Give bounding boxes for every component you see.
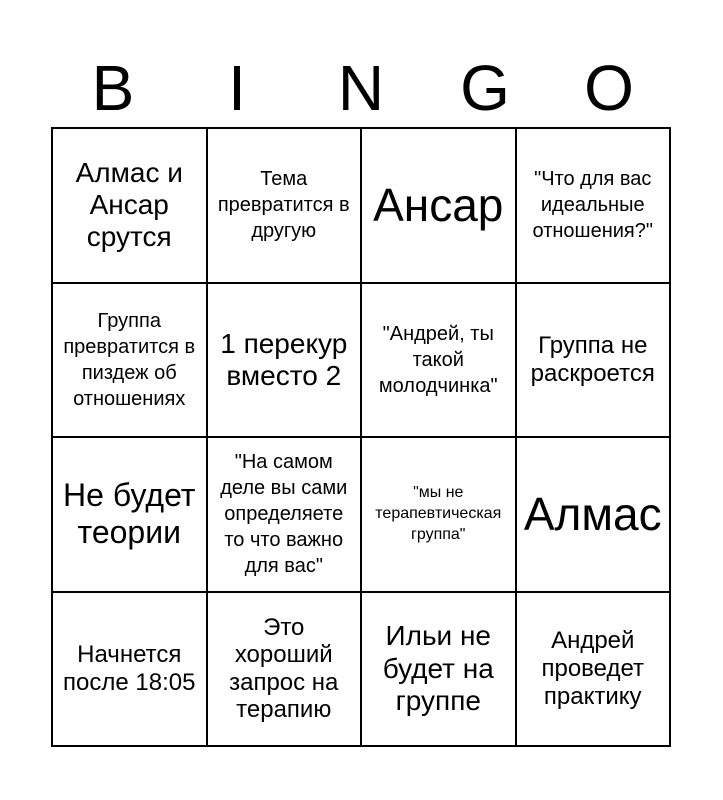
header-letter-i: I	[228, 52, 246, 124]
cell-text: Группа не раскроется	[530, 332, 655, 387]
bingo-cell[interactable]	[516, 283, 671, 438]
cell-text: Это хороший запрос на терапию	[229, 613, 339, 724]
bingo-board	[51, 127, 671, 747]
bingo-cell[interactable]	[516, 592, 671, 747]
bingo-cell[interactable]	[361, 128, 516, 283]
cell-text: Начнется после 18:05	[63, 641, 196, 696]
bingo-cell[interactable]	[516, 437, 671, 592]
bingo-header	[51, 48, 671, 128]
bingo-cell[interactable]	[52, 283, 207, 438]
cell-text: Ансар	[373, 178, 504, 231]
header-letter-g: G	[460, 52, 510, 124]
bingo-cell[interactable]	[52, 592, 207, 747]
cell-text: 1 перекур вместо 2	[220, 327, 348, 391]
cell-text: Алмас и Ансар срутся	[75, 156, 183, 253]
bingo-cell[interactable]	[361, 592, 516, 747]
bingo-cell[interactable]	[207, 283, 362, 438]
cell-text: "Андрей, ты такой молодчинка"	[378, 322, 498, 397]
cell-text: Не будет теории	[63, 477, 196, 551]
bingo-cell[interactable]	[52, 128, 207, 283]
cell-text: Ильи не будет на группе	[382, 620, 494, 716]
bingo-cell[interactable]	[207, 437, 362, 592]
header-letter-n: N	[337, 52, 385, 124]
bingo-cell[interactable]	[516, 128, 671, 283]
cell-text: Андрей проведет практику	[541, 627, 645, 710]
header-letter-b: B	[91, 52, 135, 124]
bingo-cell[interactable]	[207, 592, 362, 747]
bingo-cell[interactable]	[52, 437, 207, 592]
bingo-cell[interactable]	[361, 283, 516, 438]
header-letter-o: O	[584, 52, 634, 124]
cell-text: "На самом деле вы сами определяете то что важно для вас"	[220, 451, 348, 578]
cell-text: Группа превратится в пиздеж об отношениях	[63, 309, 196, 410]
cell-text: Алмас	[523, 487, 662, 540]
cell-text: "мы не терапевтическая группа"	[375, 484, 502, 543]
bingo-cell[interactable]	[361, 437, 516, 592]
cell-text: "Что для вас идеальные отношения?"	[532, 168, 653, 243]
bingo-cell[interactable]	[207, 128, 362, 283]
cell-text: Тема превратится в другую	[217, 168, 350, 243]
